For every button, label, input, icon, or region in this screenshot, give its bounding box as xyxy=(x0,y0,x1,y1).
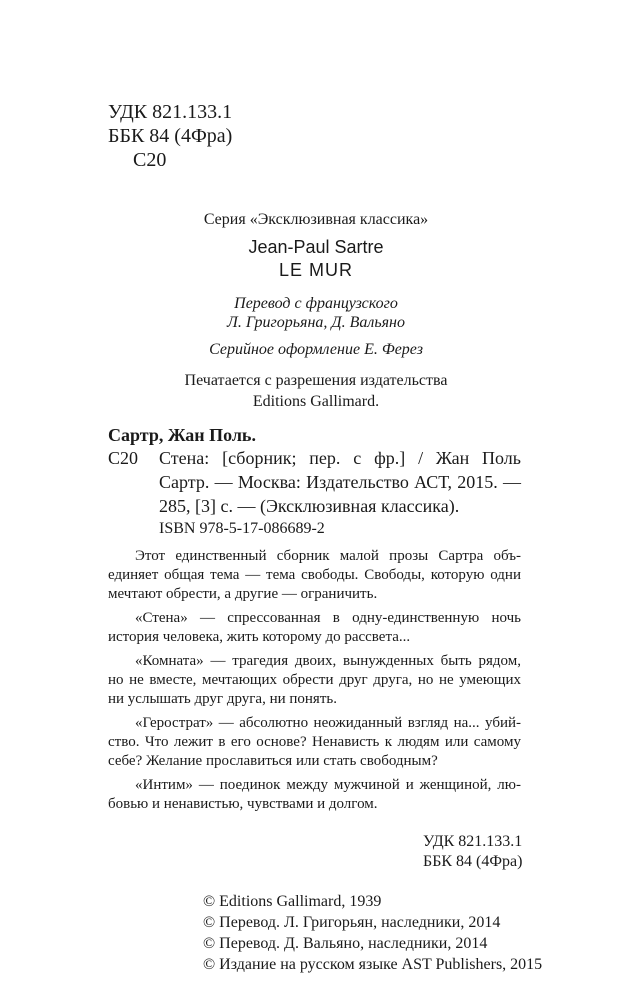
bib-line2: Сартр. — Москва: Издательство АСТ, 2015. — xyxy=(159,472,521,492)
design-credit: Серийное оформление Е. Ферез xyxy=(209,341,423,358)
annotation-line: «Комната» — трагедия двоих, вынужденных быть рядом, xyxy=(135,653,521,669)
annotation-line: «Интим» — поединок между мужчиной и женщиной, лю- xyxy=(135,777,521,793)
original-author: Jean-Paul Sartre xyxy=(248,237,384,257)
translation-credit-line1: Перевод с французского xyxy=(234,295,398,312)
annotation-line: ство. Что лежит в его основе? Ненависть к людям или самому xyxy=(108,734,521,750)
copyright-line: © Издание на русском языке AST Publishers, 2015 xyxy=(203,956,543,973)
annotation-line: «Стена» — спрессованная в одну-единственную ночь xyxy=(135,610,521,626)
permission-line1: Печатается с разрешения издательства xyxy=(184,372,448,389)
bottom-bbk-code: ББК 84 (4Фра) xyxy=(423,853,523,870)
bottom-udk-code: УДК 821.133.1 xyxy=(423,833,523,850)
series-name: Серия «Эксклюзивная классика» xyxy=(203,211,429,228)
original-title: LE MUR xyxy=(278,260,353,280)
annotation-line: история человека, жить которому до рассвета... xyxy=(108,629,411,645)
copyright-line: © Editions Gallimard, 1939 xyxy=(203,893,382,910)
bbk-code: ББК 84 (4Фра) xyxy=(108,125,233,147)
annotation-line: мечтают обрести, а другие — ограничить. xyxy=(108,586,378,602)
annotation-line: себе? Желание прославиться или стать свободным? xyxy=(108,753,438,769)
annotation-line: бовью и ненавистью, чувствами и долгом. xyxy=(108,796,378,812)
bib-sign: С20 xyxy=(108,448,139,468)
annotation-line: но не вместе, мечтающих обрести друг друга, но не умеющих xyxy=(108,672,521,688)
annotation-line: «Герострат» — абсолютно неожиданный взгляд на... убий- xyxy=(135,715,521,731)
copyright-line: © Перевод. Д. Вальяно, наследники, 2014 xyxy=(203,935,488,952)
annotation-line: ни услышать друг друга, ни понять. xyxy=(108,691,337,707)
bib-line1: Стена: [сборник; пер. с фр.] / Жан Поль xyxy=(159,448,521,468)
author-sign: С20 xyxy=(133,149,167,171)
bib-line3: 285, [3] с. — (Эксклюзивная классика). xyxy=(159,496,460,516)
udk-code: УДК 821.133.1 xyxy=(108,101,233,123)
permission-line2: Editions Gallimard. xyxy=(252,393,380,410)
annotation-line: Этот единственный сборник малой прозы Сартра объ- xyxy=(135,548,521,564)
annotation-line: единяет общая тема — тема свободы. Свободы, которую одни xyxy=(108,567,521,583)
bib-heading: Сартр, Жан Поль. xyxy=(108,425,256,445)
translation-credit-line2: Л. Григорьяна, Д. Вальяно xyxy=(227,314,405,331)
copyright-line: © Перевод. Л. Григорьян, наследники, 2014 xyxy=(203,914,501,931)
isbn: ISBN 978-5-17-086689-2 xyxy=(159,520,325,537)
